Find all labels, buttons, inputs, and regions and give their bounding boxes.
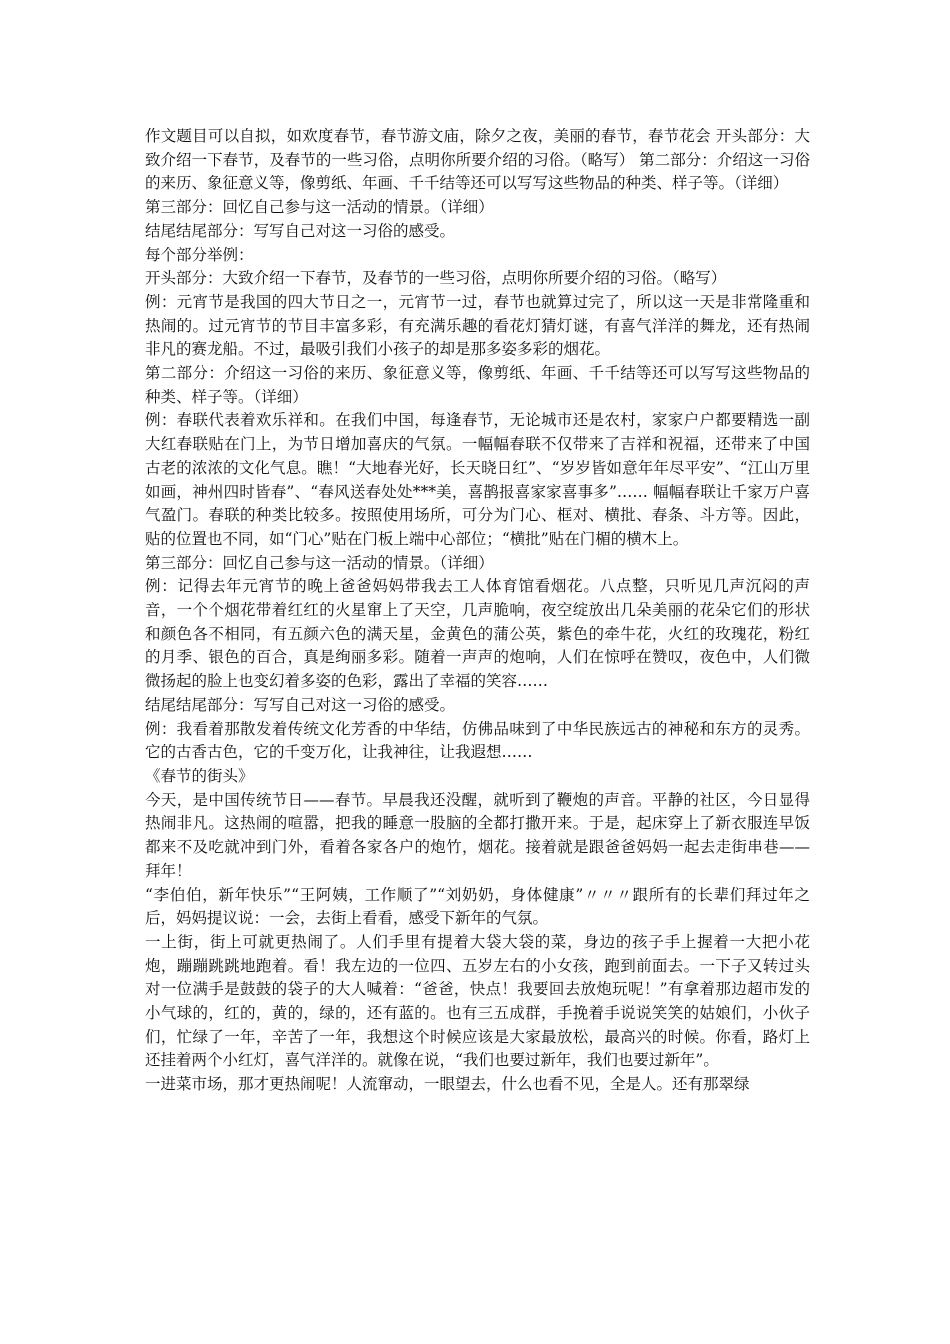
paragraph: 开头部分：大致介绍一下春节，及春节的一些习俗，点明你所要介绍的习俗。（略写） [145,269,727,288]
paragraph: 例：我看着那散发着传统文化芳香的中华结，仿佛品味到了中华民族远古的神秘和东方的灵秀。它的古香古色，它的千变万化，让我神往，让我遐想…… [145,719,810,762]
paragraph: 例：记得去年元宵节的晚上爸爸妈妈带我去工人体育馆看烟花。八点整，只听见几声沉闷的声音，一个个烟花带着红红的火星窜上了天空，几声脆响，夜空绽放出几朵美丽的花朵它们的形状和颜色各不相同，有五颜六色的满天星，金黄色的蒲公英，紫色的牵牛花，火红的玫瑰花，粉红的月季、银色的百合，真是绚丽多彩。随着一声声的炮响，人们在惊呼在赞叹，夜色中，人们微微扬起的脸上也变幻着多姿的色彩，露出了幸福的笑容…… [145,577,810,691]
paragraph: 作文题目可以自拟，如欢度春节，春节游文庙，除夕之夜，美丽的春节，春节花会 开头部分：大致介绍一下春节，及春节的一些习俗，点明你所要介绍的习俗。（略写） 第二部分：介绍这一习俗的来历、象征意义等，像剪纸、年画、千千结等还可以写写这些物品的种类、样子等。（详细） [145,127,810,193]
document-body [145,125,810,1097]
paragraph: 第三部分：回忆自己参与这一活动的情景。（详细） [145,198,494,217]
paragraph: 第三部分：回忆自己参与这一活动的情景。（详细） [145,553,494,572]
paragraph: 结尾结尾部分：写写自己对这一习俗的感受。 [145,221,456,240]
paragraph: 一进菜市场，那才更热闹呢！人流窜动，一眼望去，什么也看不见，全是人。还有那翠绿 [145,1075,750,1094]
paragraph: “李伯伯，新年快乐”“王阿姨，工作顺了”“刘奶奶，身体健康”〃〃〃跟所有的长辈们拜过年之后，妈妈提议说：一会，去街上看看，感受下新年的气氛。 [145,885,810,928]
paragraph: 第二部分：介绍这一习俗的来历、象征意义等，像剪纸、年画、千千结等还可以写写这些物品的种类、样子等。（详细） [145,364,810,406]
paragraph: 结尾结尾部分：写写自己对这一习俗的感受。 [145,695,456,714]
article-title: 《春节的街头》 [145,766,254,785]
paragraph: 今天，是中国传统节日——春节。早晨我还没醒，就听到了鞭炮的声音。平静的社区，今日显得热闹非凡。这热闹的喧嚣，把我的睡意一股脑的全都打撒开来。于是，起床穿上了新衣服连早饭都来不及吃就冲到门外，看着各家各户的炮竹，烟花。接着就是跟爸爸妈妈一起去走街串巷——拜年！ [145,790,810,880]
paragraph: 例：元宵节是我国的四大节日之一，元宵节一过，春节也就算过完了，所以这一天是非常隆重和热闹的。过元宵节的节目丰富多彩，有充满乐趣的看花灯猜灯谜，有喜气洋洋的舞龙，还有热闹非凡的赛龙船。不过，最吸引我们小孩子的却是那多姿多彩的烟花。 [145,292,810,359]
paragraph: 例：春联代表着欢乐祥和。在我们中国，每逢春节，无论城市还是农村，家家户户都要精选一副大红春联贴在门上，为节日增加喜庆的气氛。一幅幅春联不仅带来了吉祥和祝福，还带来了中国古老的浓浓的文化气息。瞧！“大地春光好，长天晓日红”、“岁岁皆如意年年尽平安”、“江山万里如画，神州四时皆春”、“春风送春处处***美，喜鹊报喜家家喜事多”…… 幅幅春联让千家万户喜气盈门。春联的种类比较多。按照使用场所，可分为门心、框对、横批、春条、斗方等。因此，贴的位置也不同，如“门心”贴在门板上端中心部位；“横批”贴在门楣的横木上。 [145,411,810,548]
paragraph: 一上街，街上可就更热闹了。人们手里有提着大袋大袋的菜，身边的孩子手上握着一大把小花炮，蹦蹦跳跳地跑着。看！我左边的一位四、五岁左右的小女孩，跑到前面去。一下子又转过头对一位满手是鼓鼓的袋子的大人喊着：“爸爸，快点！我要回去放炮玩呢！”有拿着那边超市发的小气球的，红的，黄的，绿的，还有蓝的。也有三五成群，手挽着手说说笑笑的姑娘们，小伙子们，忙绿了一年，辛苦了一年，我想这个时候应该是大家最放松，最高兴的时候。你看，路灯上还挂着两个小红灯，喜气洋洋的。就像在说，“我们也要过新年，我们也要过新年”。 [145,932,810,1070]
paragraph: 每个部分举例： [145,245,254,264]
